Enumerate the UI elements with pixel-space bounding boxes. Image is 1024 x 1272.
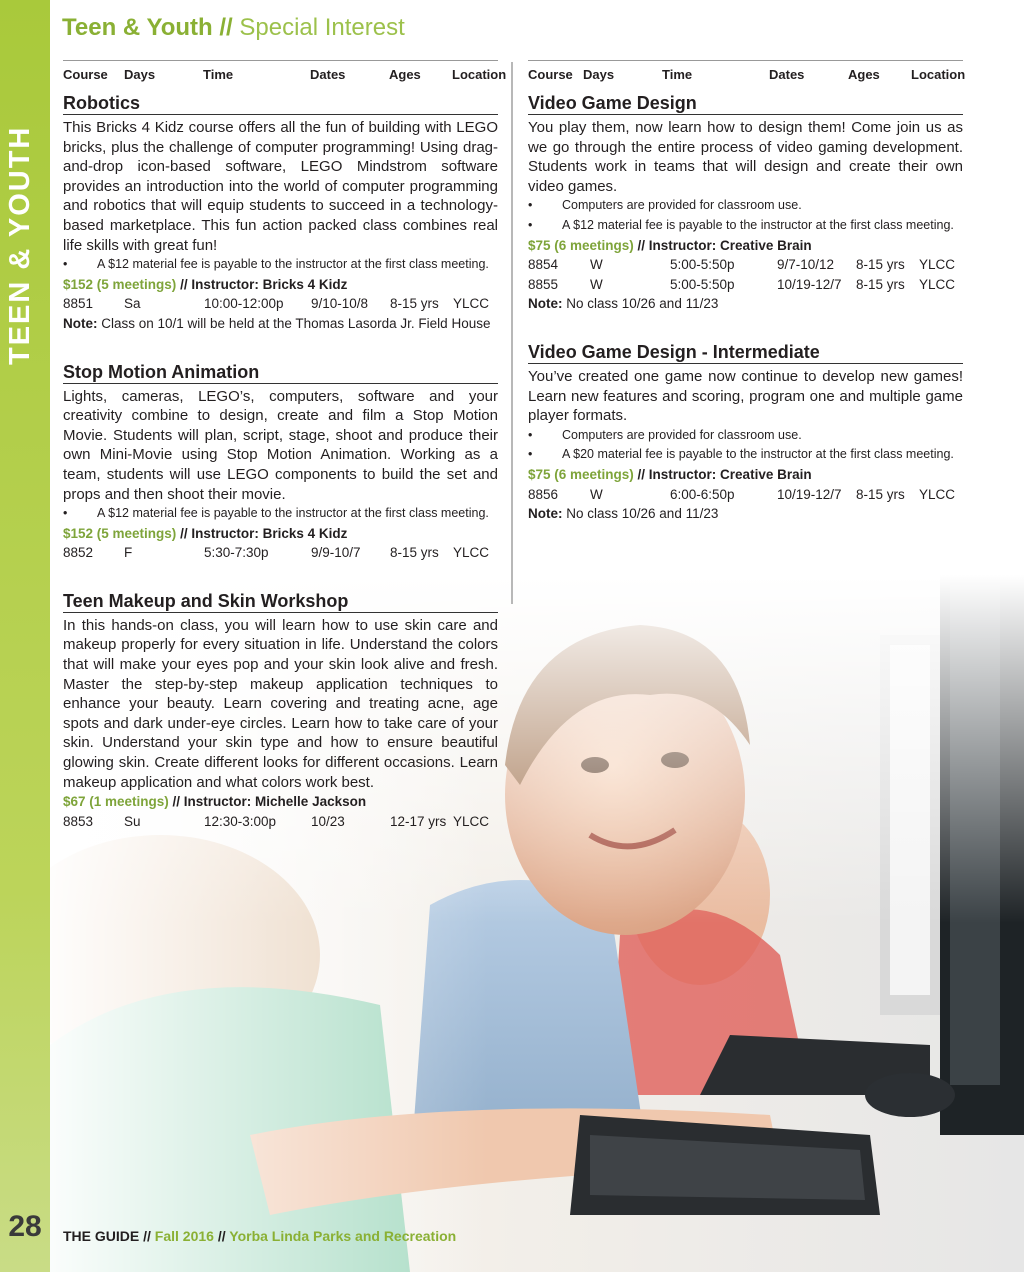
course-title: Stop Motion Animation — [63, 362, 498, 384]
course-makeup — [63, 591, 498, 832]
course-title: Teen Makeup and Skin Workshop — [63, 591, 498, 613]
instructor: // Instructor: Michelle Jackson — [168, 794, 367, 810]
course-robotics — [63, 93, 498, 334]
header-course: Course — [63, 67, 108, 82]
header-course: Course — [528, 67, 573, 82]
course-description: You play them, now learn how to design them! Come join us as we go through the entire process of video gaming development. Students work in teams that will design and create their own video games. — [528, 119, 963, 195]
header-time: Time — [203, 67, 234, 82]
page-number: 28 — [8, 1210, 42, 1243]
bullet-item: • A $12 material fee is payable to the instructor at the first class meeting. — [63, 257, 489, 272]
table-row: 8851 Sa 10:00-12:00p 9/10-10/8 8-15 yrs YLCC — [63, 296, 490, 312]
course-title: Robotics — [63, 93, 498, 115]
course-description: In this hands-on class, you will learn how to use skin care and makeup properly for every situation in life. Understand the colors that will make your eyes pop and your skin look alive and fresh. Master the step-by-step makeup application techniques to enhance your beauty. Learn covering and treating acne, age spots and dark under-eye circles. Learn how to take care of your skin. Understand your skin type and how to ensure beautiful glowing skin. Create different looks for different occasions. Learn makeup application and what colors work best. — [63, 616, 498, 791]
course-description: You’ve created one game now continue to develop new games! Learn new features and scoring, program one and multiple game player formats. — [528, 367, 963, 425]
table-row: 8856 W 6:00-6:50p 10/19-12/7 8-15 yrs YLCC — [528, 486, 956, 502]
section-title: Teen & Youth — [62, 14, 213, 41]
course-video-game-intermediate — [528, 342, 963, 524]
course-title: Video Game Design - Intermediate — [528, 342, 963, 364]
header-days: Days — [124, 67, 156, 82]
page-title — [62, 14, 405, 42]
price-line — [528, 465, 963, 485]
title-separator: // — [219, 14, 233, 41]
header-location: Location — [452, 67, 507, 82]
course-note: Note: No class 10/26 and 11/23 — [528, 506, 719, 522]
course-title: Video Game Design — [528, 93, 963, 115]
price: $152 (5 meetings) — [63, 525, 177, 541]
price: $75 (6 meetings) — [528, 466, 634, 482]
table-header — [63, 60, 507, 87]
table-row: 8855 W 5:00-5:50p 10/19-12/7 8-15 yrs YLCC — [528, 276, 956, 292]
table-row: 8853 Su 12:30-3:00p 10/23 12-17 yrs YLCC — [63, 813, 490, 829]
footer-org: Yorba Linda Parks and Recreation — [229, 1228, 457, 1244]
price: $152 (5 meetings) — [63, 276, 177, 292]
instructor: // Instructor: Bricks 4 Kidz — [176, 525, 348, 541]
sidebar — [0, 0, 50, 1272]
bullet-item: • A $20 material fee is payable to the instructor at the first class meeting. — [528, 447, 954, 462]
table-header — [528, 60, 966, 87]
course-description: This Bricks 4 Kidz course offers all the fun of building with LEGO bricks, plus the challenge of computer programming! Using drag-and-drop icon-based software, LEGO Mindstrom software provides an introduction into the world of computer programming and robotics that will equip students to succeed in a technology-based marketplace. This fun action packed class combines real life skills with great fun! — [63, 119, 498, 254]
table-row: 8852 F 5:30-7:30p 9/9-10/7 8-15 yrs YLCC — [63, 545, 490, 561]
header-time: Time — [662, 67, 693, 82]
course-description: Lights, cameras, LEGO’s, computers, software and your creativity combine to design, create and film a Stop Motion Movie. Students will plan, script, stage, shoot and produce their own Mini-Movie using Stop Motion Animation. Working as a team, students will use LEGO components to build the set and props and then shoot their movie. — [63, 387, 498, 503]
footer-guide: THE GUIDE // — [63, 1228, 155, 1244]
table-row: 8854 W 5:00-5:50p 9/7-10/12 8-15 yrs YLCC — [528, 257, 956, 273]
header-dates: Dates — [769, 67, 805, 82]
price-line — [528, 236, 963, 256]
bullet-item: • A $12 material fee is payable to the instructor at the first class meeting. — [528, 217, 954, 232]
price: $75 (6 meetings) — [528, 237, 634, 253]
instructor: // Instructor: Creative Brain — [633, 237, 812, 253]
bullet-item: • A $12 material fee is payable to the instructor at the first class meeting. — [63, 506, 489, 521]
bullet-item: • Computers are provided for classroom use. — [528, 198, 802, 213]
course-stop-motion — [63, 362, 498, 563]
footer — [63, 1228, 456, 1244]
bullet-item: • Computers are provided for classroom use. — [528, 427, 802, 442]
price-line — [63, 792, 498, 812]
footer-separator: // — [213, 1228, 230, 1244]
instructor: // Instructor: Bricks 4 Kidz — [176, 276, 348, 292]
instructor: // Instructor: Creative Brain — [633, 466, 812, 482]
right-column — [528, 60, 966, 524]
column-divider — [511, 62, 513, 604]
header-location: Location — [911, 67, 966, 82]
section-subtitle: Special Interest — [239, 14, 405, 41]
course-video-game — [528, 93, 963, 314]
header-dates: Dates — [310, 67, 346, 82]
price-line — [63, 524, 498, 544]
course-note: Note: No class 10/26 and 11/23 — [528, 296, 719, 312]
price-line — [63, 275, 498, 295]
header-ages: Ages — [848, 67, 880, 82]
left-column — [63, 60, 507, 831]
header-ages: Ages — [389, 67, 421, 82]
header-days: Days — [583, 67, 615, 82]
footer-season: Fall 2016 — [154, 1228, 214, 1244]
price: $67 (1 meetings) — [63, 794, 169, 810]
sidebar-label: TEEN & YOUTH — [4, 125, 36, 365]
course-note: Note: Class on 10/1 will be held at the Thomas Lasorda Jr. Field House — [63, 315, 491, 331]
